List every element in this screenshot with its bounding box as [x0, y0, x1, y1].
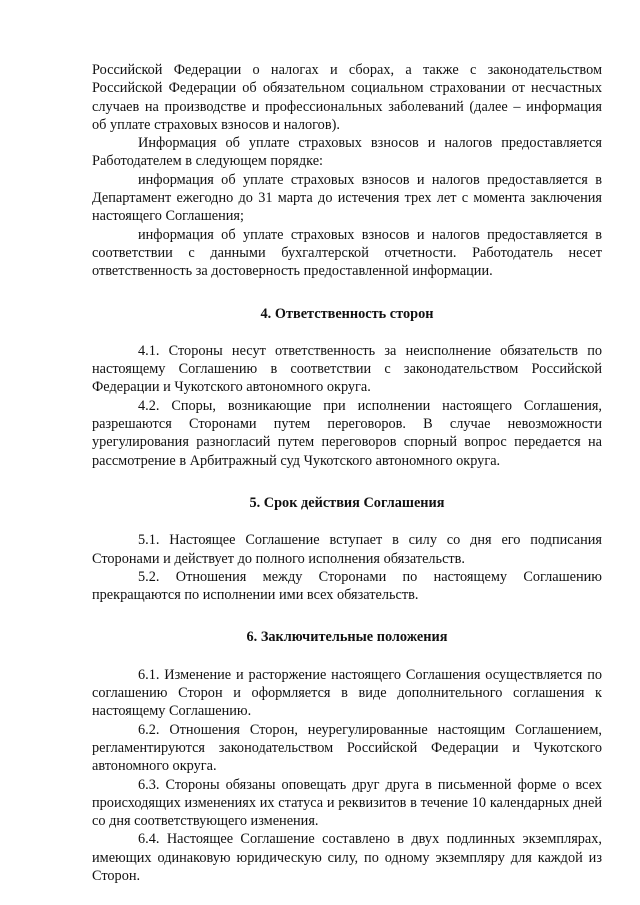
section-5-paragraph-1: 5.1. Настоящее Соглашение вступает в силу со дня его подписания Сторонами и действует до полного исполнения обязательств. [92, 532, 602, 567]
spacer [92, 470, 602, 494]
section-6-paragraph-1: 6.1. Изменение и расторжение настоящего Соглашения осуществляется по соглашению Сторон и оформляется в виде дополнительного соглашения к настоящему Соглашению. [92, 666, 602, 720]
spacer [92, 604, 602, 628]
section-4-paragraph-2: 4.2. Споры, возникающие при исполнении настоящего Соглашения, разрешаются Сторонами путем переговоров. В случае невозможности урегулирования разногласий путем переговоров спорный вопрос передается на рассмотрение в Арбитражный суд Чукотского автономного округа. [92, 397, 602, 469]
section-5-heading: 5. Срок действия Соглашения [249, 494, 445, 511]
spacer [92, 323, 602, 342]
spacer [92, 281, 602, 305]
section-6-heading: 6. Заключительные положения [246, 629, 448, 646]
intro-paragraph-1: Российской Федерации о налогах и сборах, а также с законодательством Российской Федерации об обязательном социальном страховании от несчастных случаев на производстве и профессиональных заболеваний (далее – информация об уплате страховых взносов и налогов). [92, 62, 602, 133]
section-4-heading: 4. Ответственность сторон [260, 305, 434, 322]
spacer [92, 512, 602, 531]
intro-paragraph-3: информация об уплате страховых взносов и налогов предоставляется в Департамент ежегодно до 31 марта до истечения трех лет с момента заключения настоящего Соглашения; [92, 171, 602, 225]
section-6-paragraph-3: 6.3. Стороны обязаны оповещать друг друга в письменной форме о всех происходящих изменениях их статуса и реквизитов в течение 10 календарных дней со дня соответствующего изменения. [92, 776, 602, 830]
section-4-paragraph-1: 4.1. Стороны несут ответственность за неисполнение обязательств по настоящему Соглашению в соответствии с законодательством Российской Федерации и Чукотского автономного округа. [92, 342, 602, 396]
intro-paragraph-4: информация об уплате страховых взносов и налогов предоставляется в соответствии с данными бухгалтерской отчетности. Работодатель несет ответственность за достоверность предоставленной информации. [92, 226, 602, 280]
intro-paragraph-2: Информация об уплате страховых взносов и налогов предоставляется Работодателем в следующем порядке: [92, 135, 602, 170]
section-5-paragraph-2: 5.2. Отношения между Сторонами по настоящему Соглашению прекращаются по исполнении ими всех обязательств. [92, 568, 602, 604]
section-6-paragraph-2: 6.2. Отношения Сторон, неурегулированные настоящим Соглашением, регламентируются законодательством Российской Федерации и Чукотского автономного округа. [92, 721, 602, 775]
section-6-paragraph-4: 6.4. Настоящее Соглашение составлено в двух подлинных экземплярах, имеющих одинаковую юридическую силу, по одному экземпляру для каждой из Сторон. [92, 831, 602, 884]
document-page [92, 61, 602, 885]
spacer [92, 647, 602, 666]
